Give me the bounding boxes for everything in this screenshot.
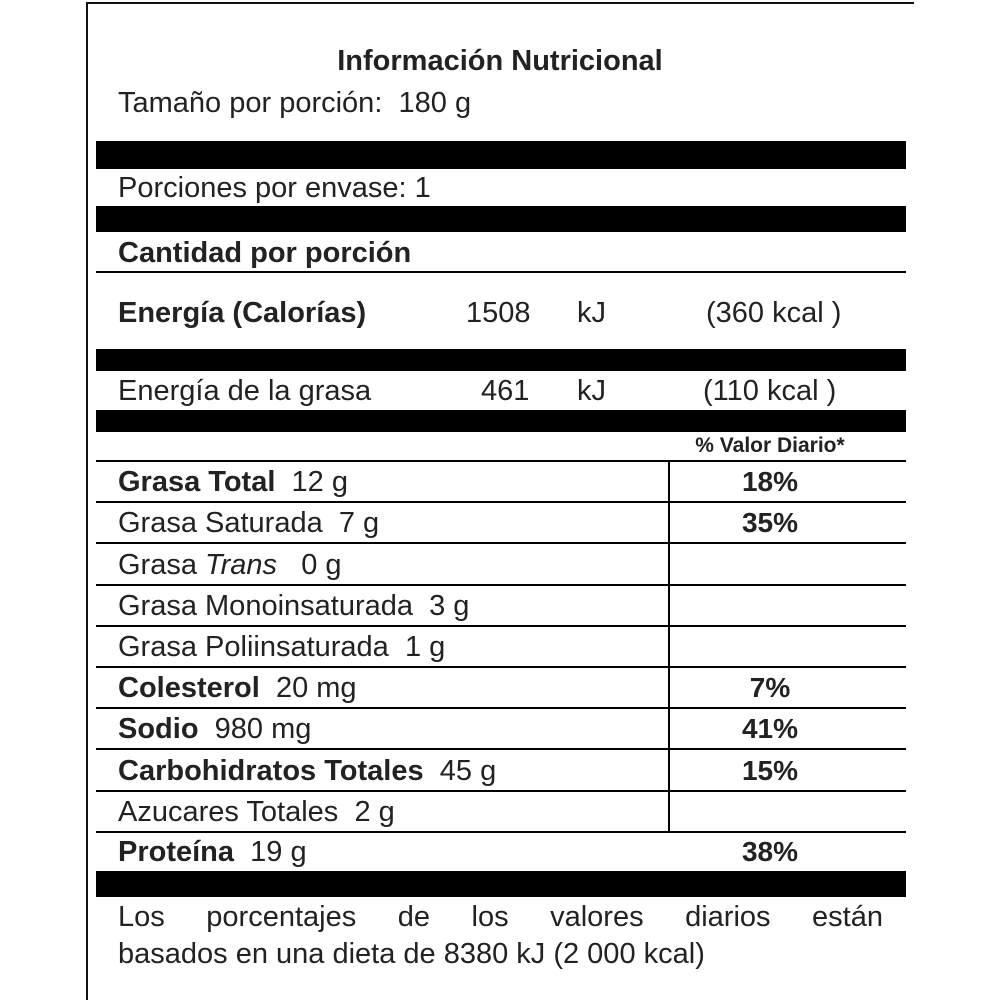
nutrient-name: Grasa Total: [118, 466, 276, 498]
nutrient-amount: 0 g: [301, 549, 342, 581]
thin-divider: [96, 707, 906, 709]
thin-divider: [96, 501, 906, 503]
label-title: Información Nutricional: [337, 45, 663, 77]
thin-divider: [96, 625, 906, 627]
label-frame-top: [86, 2, 914, 4]
nutrient-name: Carbohidratos Totales: [118, 755, 424, 787]
nutrient-row-monounsaturated-fat: [118, 589, 469, 623]
thick-divider: [96, 410, 906, 432]
servings-label: Porciones por envase:: [118, 172, 407, 204]
daily-value-header: % Valor Diario*: [695, 434, 845, 457]
nutrient-row-cholesterol: [118, 671, 357, 705]
nutrient-row-total-fat: [118, 465, 348, 499]
nutrient-amount: 19 g: [250, 836, 307, 868]
nutrient-dv: 41%: [741, 713, 799, 744]
nutrient-row-total-carbohydrates: [118, 754, 496, 788]
thin-divider: [96, 831, 906, 833]
nutrient-name: Colesterol: [118, 672, 260, 704]
serving-size-value: 180 g: [398, 87, 472, 119]
thin-divider: [96, 748, 906, 750]
nutrient-row-saturated-fat: [118, 506, 379, 540]
nutrient-amount: 12 g: [291, 466, 348, 498]
thick-divider: [96, 349, 906, 371]
nutrient-name: Grasa: [118, 549, 197, 581]
dv-column-divider: [668, 460, 670, 832]
nutrient-row-sodium: [118, 712, 311, 746]
fat-energy-value: 461: [481, 375, 530, 407]
nutrient-dv: 18%: [741, 466, 799, 497]
serving-size-label: Tamaño por porción:: [118, 87, 383, 119]
nutrient-name: Grasa Saturada: [118, 507, 323, 539]
servings-value: 1: [414, 172, 431, 204]
nutrient-name-italic: Trans: [205, 549, 278, 581]
nutrient-dv: 38%: [741, 836, 799, 867]
nutrient-amount: 3 g: [429, 590, 470, 622]
servings-per-container: [118, 171, 431, 205]
energy-label: Energía (Calorías): [118, 297, 367, 329]
fat-energy-unit: kJ: [577, 375, 606, 407]
energy-kcal: (360 kcal ): [706, 297, 842, 329]
footnote-line-2: basados en una dieta de 8380 kJ (2 000 kcal): [118, 938, 705, 970]
nutrient-name: Proteína: [118, 836, 235, 868]
nutrient-amount: 1 g: [404, 631, 446, 663]
nutrient-amount: 20 mg: [275, 672, 357, 704]
thin-divider: [96, 584, 906, 586]
thin-divider: [96, 790, 906, 792]
thin-divider: [96, 542, 906, 544]
nutrient-amount: 7 g: [338, 507, 380, 539]
fat-energy-label: Energía de la grasa: [118, 375, 372, 407]
nutrient-amount: 2 g: [354, 796, 395, 828]
serving-size: [118, 86, 471, 120]
nutrient-row-protein: [118, 835, 307, 869]
label-frame-left: [86, 2, 88, 1000]
nutrient-dv: 15%: [741, 755, 799, 786]
nutrient-name: Azucares Totales: [118, 796, 339, 828]
thin-divider: [96, 666, 906, 668]
energy-value: 1508: [466, 297, 531, 329]
nutrient-name: Grasa Monoinsaturada: [118, 590, 413, 622]
nutrient-amount: 980 mg: [214, 713, 312, 745]
nutrient-dv: 35%: [741, 507, 799, 538]
nutrient-row-trans-fat: [118, 548, 342, 582]
nutrient-name: Grasa Poliinsaturada: [118, 631, 389, 663]
nutrient-row-total-sugars: [118, 795, 395, 829]
fat-energy-kcal: (110 kcal ): [703, 375, 837, 407]
thin-divider: [96, 460, 906, 462]
nutrient-amount: 45 g: [439, 755, 497, 787]
nutrient-dv: 7%: [749, 672, 791, 703]
nutrient-name: Sodio: [118, 713, 199, 745]
thick-divider: [96, 141, 906, 169]
footnote-line-1: Los porcentajes de los valores diarios están: [118, 901, 883, 933]
thick-divider: [96, 871, 906, 897]
amount-per-serving-heading: Cantidad por porción: [118, 237, 412, 269]
thin-divider: [96, 271, 906, 273]
nutrient-row-polyunsaturated-fat: [118, 630, 445, 664]
thick-divider: [96, 206, 906, 232]
energy-unit: kJ: [577, 297, 606, 329]
